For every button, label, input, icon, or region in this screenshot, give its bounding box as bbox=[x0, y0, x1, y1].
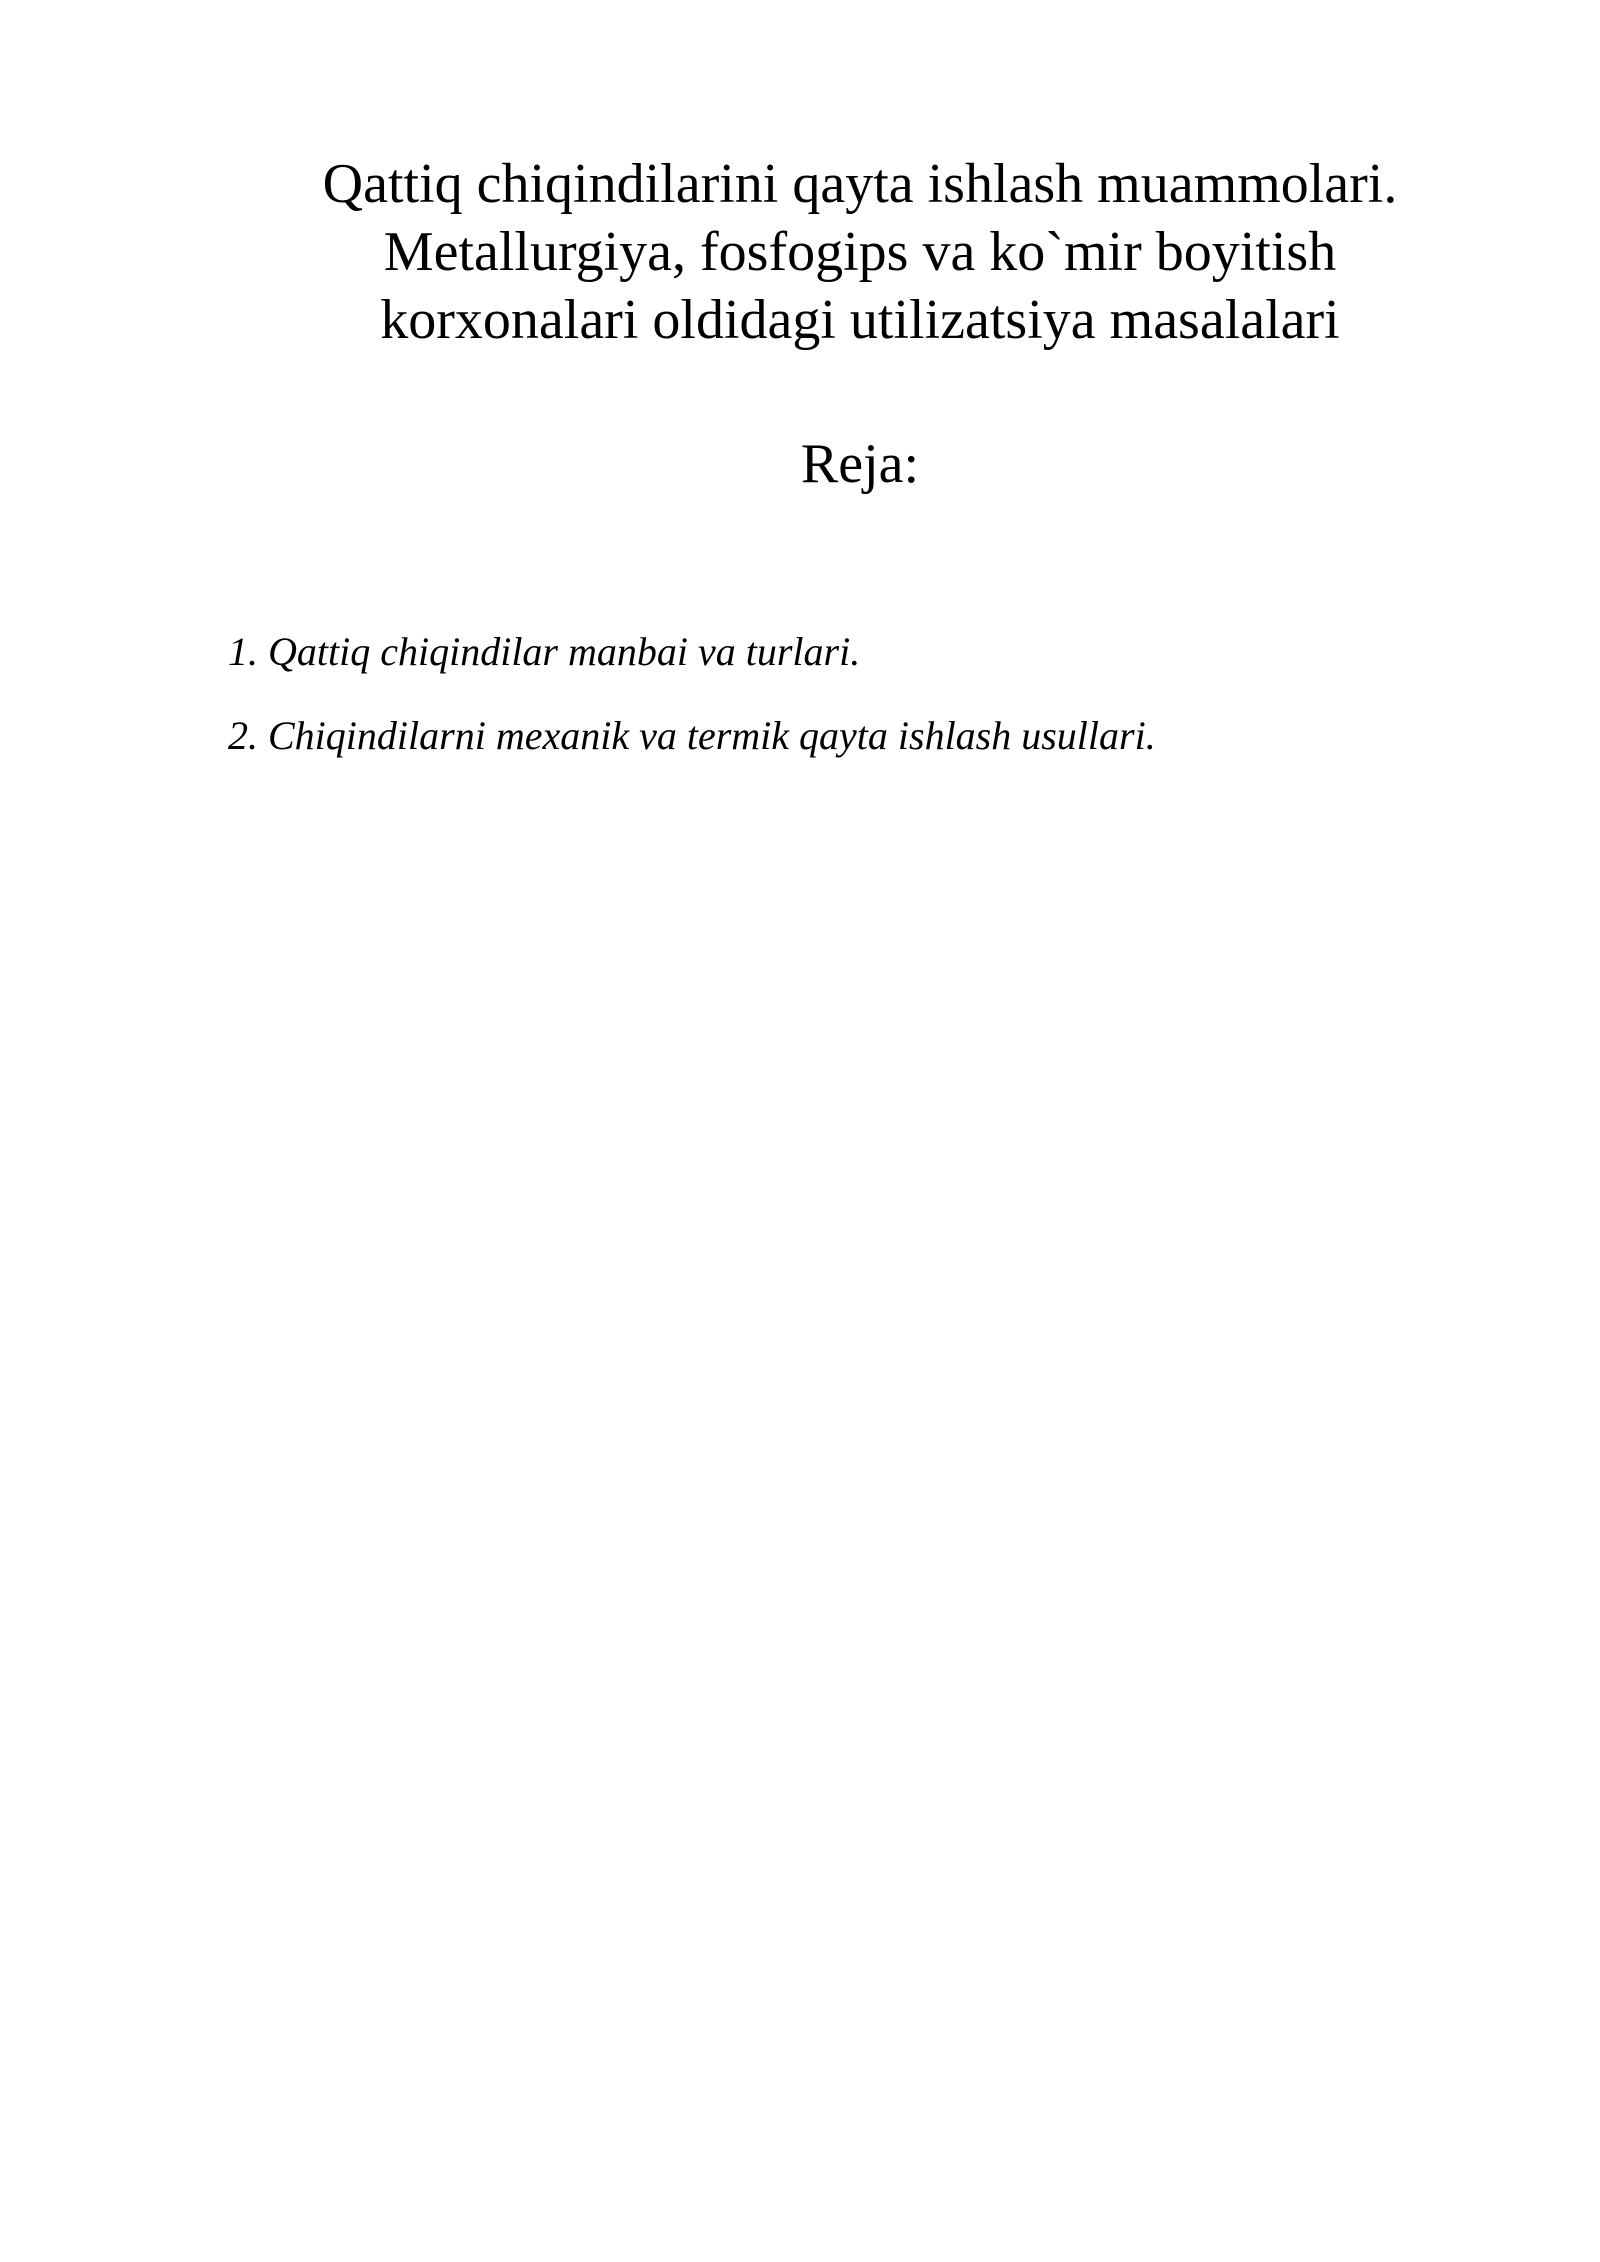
plan-heading: Reja: bbox=[800, 433, 920, 495]
plan-item: 1. Qattiq chiqindilar manbai va turlari. bbox=[228, 629, 861, 674]
document-title bbox=[260, 150, 1460, 354]
title-line: Metallurgiya, fosfogips va ko`mir boyitish bbox=[383, 221, 1337, 283]
title-line: korxonalari oldidagi utilizatsiya masalalari bbox=[380, 289, 1340, 351]
plan-item: 2. Chiqindilarni mexanik va termik qayta ishlash usullari. bbox=[228, 713, 1156, 758]
title-line: Qattiq chiqindilarini qayta ishlash muammolari. bbox=[322, 153, 1398, 215]
plan-list bbox=[228, 628, 1156, 796]
